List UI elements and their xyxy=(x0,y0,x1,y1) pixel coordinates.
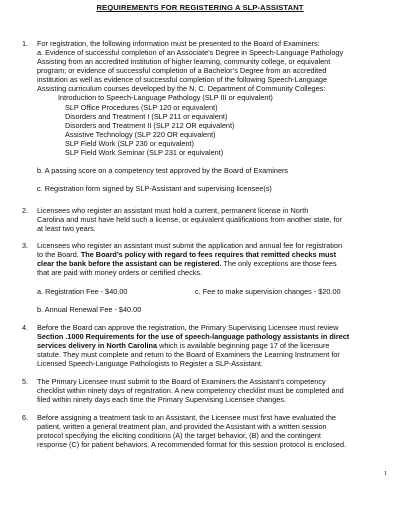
item-2-line-1: Licensees who register an assistant must hold a current, permanent license in North xyxy=(37,206,309,215)
item-4-line-2: Section .1000 Requirements for the use of speech-language pathology assistants in direct xyxy=(37,332,350,341)
course-item: Disorders and Treatment I (SLP 211 or equivalent) xyxy=(65,112,228,121)
fee-registration: a. Registration Fee - $40.00 xyxy=(37,287,128,296)
item-3-line-3-text: The only exceptions are those fees xyxy=(221,259,337,268)
fee-supervision-change: c. Fee to make supervision changes - $20.00 xyxy=(195,287,341,296)
item-1a-line-2: Assisting from an accredited institution of higher learning, community college, or equivalent xyxy=(37,57,331,66)
course-item: Assistive Technology (SLP 220 OR equivalent) xyxy=(65,130,216,139)
item-2-number: 2. xyxy=(22,206,29,215)
item-3-line-2 xyxy=(37,250,336,259)
course-item: SLP Office Procedures (SLP 120 or equivalent) xyxy=(65,103,218,112)
item-1a-line-4: institution as well as evidence of successful completion of the following Speech-Language xyxy=(37,75,328,84)
item-4-line-3 xyxy=(37,341,329,350)
course-item: Disorders and Treatment II (SLP 212 OR equivalent) xyxy=(65,121,235,130)
item-2-line-3: at least two years. xyxy=(37,224,96,233)
item-5-line-2: checklist within ninety days of registration. A new competency checklist must be completed and xyxy=(37,386,344,395)
item-6-line-2: patient, written a general treatment plan, and provided the Assistant with a written session xyxy=(37,422,327,431)
page-number: 1 xyxy=(384,470,388,477)
item-1b: b. A passing score on a competency test approved by the Board of Examiners xyxy=(37,166,289,175)
item-5-line-3: filed within ninety days each time the Primary Supervising Licensee changes. xyxy=(37,395,287,404)
item-1a-line-1: a. Evidence of successful completion of an Associate’s Degree in Speech-Language Pathology xyxy=(37,48,344,57)
item-6-line-1: Before assigning a treatment task to an Assistant, the Licensee must first have evaluated the xyxy=(37,413,336,422)
item-6-line-4: response (C) for patient behaviors. A recommended format for this session protocol is enclosed. xyxy=(37,440,347,449)
page-title: REQUIREMENTS FOR REGISTERING A SLP-ASSISTANT xyxy=(96,3,304,12)
item-1a-line-5: Assisting curriculum courses developed by the N. C. Department of Community Colleges: xyxy=(37,84,326,93)
item-1c: c. Registration form signed by SLP-Assistant and supervising licensee(s) xyxy=(37,184,272,193)
item-2-line-2: Carolina and must have held such a license, or equivalent qualifications from another state, for xyxy=(37,215,343,224)
item-3-line-3 xyxy=(37,259,337,268)
item-1-number: 1. xyxy=(22,39,29,48)
item-3-number: 3. xyxy=(22,241,29,250)
item-1-intro: For registration, the following information must be presented to the Board of Examiners: xyxy=(37,39,320,48)
item-4-line-1: Before the Board can approve the registration, the Primary Supervising Licensee must review xyxy=(37,323,339,332)
item-3-line-2-text: to the Board. xyxy=(37,250,81,259)
item-5-number: 5. xyxy=(22,377,29,386)
course-item: Introduction to Speech-Language Pathology (SLP III or equivalent) xyxy=(58,93,273,102)
course-item: SLP Field Work Seminar (SLP 231 or equivalent) xyxy=(65,148,224,157)
item-6-line-3: protocol specifying the eliciting conditions (A) the target behavior, (B) and the contingent xyxy=(37,431,321,440)
item-1a-line-3: program; or evidence of successful completion of a Bachelor’s Degree from an accredited xyxy=(37,66,327,75)
course-item: SLP Field Work (SLP 230 or equivalent) xyxy=(65,139,194,148)
item-4-line-5: Licensed Speech-Language Pathologists to Register a SLP-Assistant. xyxy=(37,359,263,368)
item-6-number: 6. xyxy=(22,413,29,422)
item-5-line-1: The Primary Licensee must submit to the Board of Examiners the Assistant’s competency xyxy=(37,377,326,386)
section-ref-bold: services delivery in North Carolina xyxy=(37,341,158,350)
fee-policy-bold-cont: clear the bank before the assistant can be registered. xyxy=(37,259,222,268)
item-3-line-1: Licensees who register an assistant must submit the application and annual fee for registration xyxy=(37,241,343,250)
item-4-line-3-text: which is available beginning page 17 of the licensure xyxy=(157,341,330,350)
item-3-line-4: that are paid with money orders or certified checks. xyxy=(37,268,203,277)
fee-annual-renewal: b. Annual Renewal Fee - $40.00 xyxy=(37,305,142,314)
item-4-line-4: statute. They must complete and return to the Board of Examiners the Learning Instrument for xyxy=(37,350,340,359)
fee-policy-bold: The Board’s policy with regard to fees requires that remitted checks must xyxy=(80,250,337,259)
item-4-number: 4. xyxy=(22,323,29,332)
